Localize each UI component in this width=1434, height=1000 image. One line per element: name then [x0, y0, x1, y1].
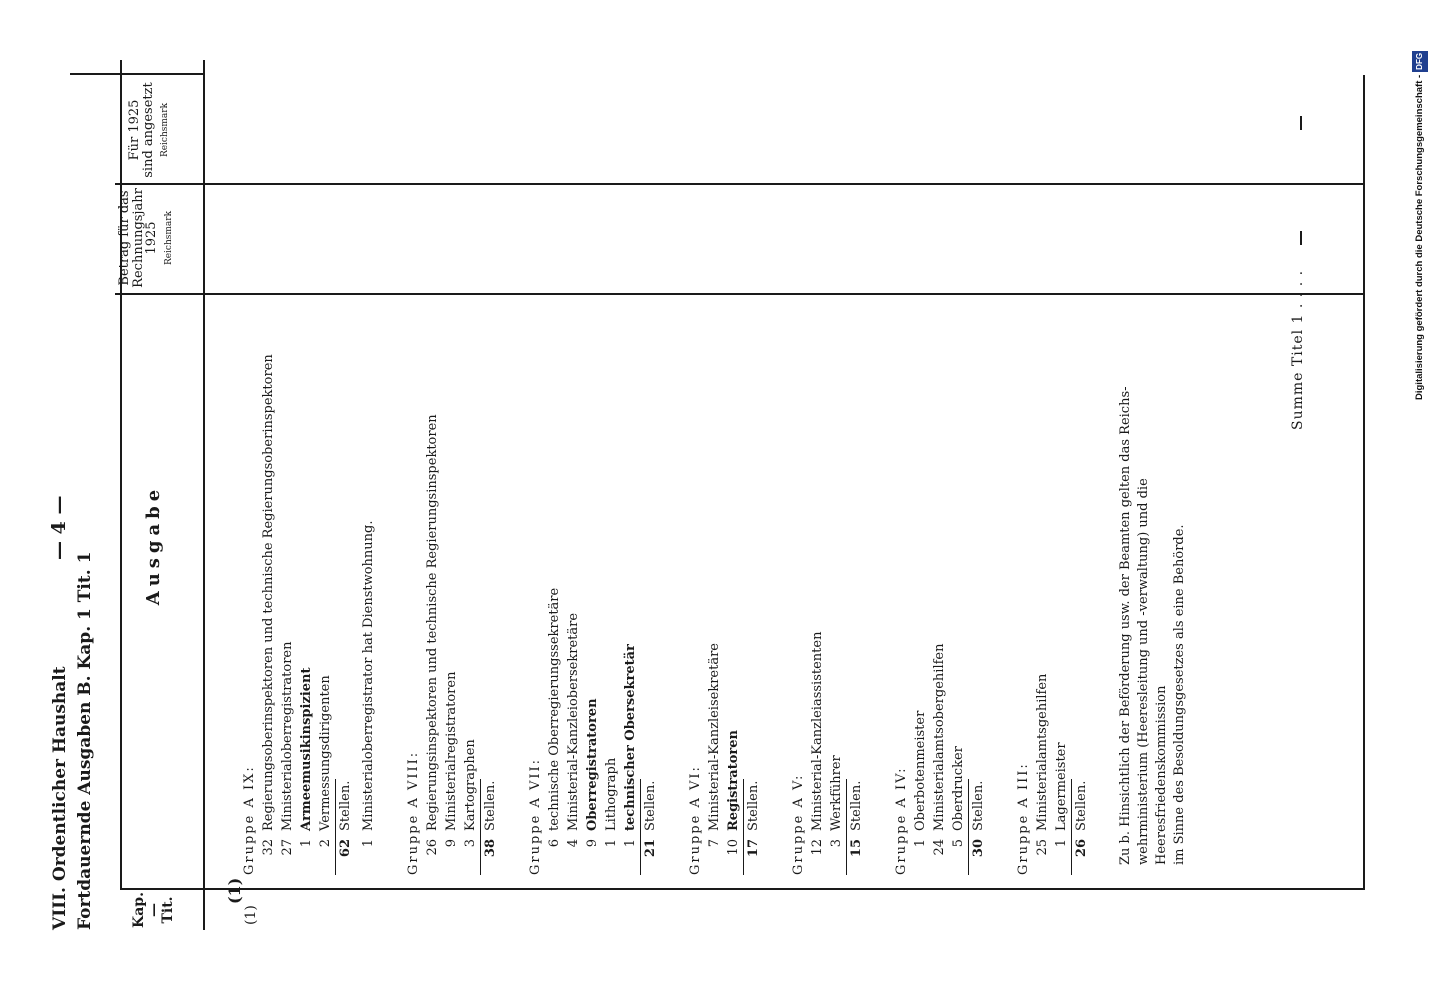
angesetzt-value-dash — [1300, 116, 1302, 130]
group-total-label: Stellen. — [338, 780, 353, 831]
group-entry-row — [442, 305, 461, 875]
group-title: Gruppe A V: — [791, 773, 806, 875]
entry-count: 1 — [623, 839, 638, 848]
group-block — [526, 305, 660, 875]
group-block — [1014, 305, 1091, 875]
entry-title: Ministerialamtsgehilfen — [1035, 673, 1050, 831]
group-entry-row — [259, 305, 278, 875]
entry-title: Kartographen — [463, 739, 478, 831]
column-header-angesetzt-unit: Reichsmark — [160, 102, 171, 158]
group-total-row — [640, 779, 660, 875]
column-header-kap-tit — [132, 890, 176, 930]
group-entry-row — [564, 305, 583, 875]
entry-title: Ministerialoberregistrator hat Dienstwohnung. — [361, 520, 376, 831]
entry-title: Oberbotenmeister — [913, 710, 928, 831]
entry-title: Ministerialamtsobergehilfen — [932, 643, 947, 831]
page-number: — 4 — — [48, 495, 70, 560]
group-entry-row — [827, 305, 846, 875]
column-divider-ausgabe — [115, 293, 1365, 295]
group-total-label: Stellen. — [746, 780, 761, 831]
column-divider-angesetzt — [70, 73, 205, 75]
group-total-count: 17 — [746, 839, 761, 858]
column-header-ausgabe: Ausgabe — [143, 484, 164, 606]
column-header-betrag-unit: Reichsmark — [163, 210, 174, 266]
dfg-logo: DFG — [1412, 51, 1428, 72]
group-total-row — [743, 779, 763, 875]
group-total-count: 26 — [1074, 839, 1089, 858]
column-header-betrag — [118, 188, 174, 288]
group-block — [686, 305, 763, 875]
entry-count: 6 — [547, 839, 562, 848]
group-entry-row — [1052, 305, 1071, 875]
column-header-betrag-line: 1925 — [144, 221, 160, 255]
entry-title: Ministerialoberregistratoren — [280, 641, 295, 831]
group-title: Gruppe A IV: — [894, 766, 909, 875]
group-entry-row — [423, 305, 442, 875]
entry-title: Lithograph — [604, 757, 619, 831]
group-total-label: Stellen. — [1074, 780, 1089, 831]
entry-count: 24 — [932, 839, 947, 856]
group-entry-row — [724, 305, 743, 875]
entry-title: Registratoren — [726, 730, 741, 831]
credit-text: Digitalisierung gefördert durch die Deutsche Forschungsgemeinschaft - — [1414, 74, 1425, 400]
group-entry-row — [1033, 305, 1052, 875]
group-entry-row — [461, 305, 480, 875]
note-paragraph — [1117, 305, 1189, 875]
group-block — [404, 305, 500, 875]
group-entry-row — [911, 305, 930, 875]
group-entry-row — [278, 305, 297, 875]
entry-count: 10 — [726, 839, 741, 856]
note-line: wehrministerium (Heeresleitung und -verwaltung) und die Heeresfriedenskommission — [1136, 478, 1169, 865]
ausgabe-entries — [240, 305, 1189, 875]
entry-count: 7 — [707, 839, 722, 848]
group-total-label: Stellen. — [483, 780, 498, 831]
group-block — [789, 305, 866, 875]
tit-number: (1) — [243, 905, 259, 925]
column-header-angesetzt — [128, 80, 171, 180]
entry-count: 1 — [1054, 839, 1069, 848]
entry-title: Ministerial-Kanzleisekretäre — [707, 643, 722, 831]
group-entry-row — [545, 305, 564, 875]
entry-title: Ministerial-Kanzleiassistenten — [810, 631, 825, 831]
group-entry-row — [602, 305, 621, 875]
column-divider-kap — [120, 888, 1365, 890]
column-header-betrag-line: Betrag für das — [117, 190, 132, 286]
group-entry-row — [359, 305, 378, 875]
entry-title: Lagermeister — [1054, 742, 1069, 831]
column-header-angesetzt-line: sind angesetzt — [140, 82, 156, 178]
group-total-label: Stellen. — [971, 780, 986, 831]
group-entry-row — [297, 305, 316, 875]
group-total-row — [480, 779, 500, 875]
group-title: Gruppe A VI: — [688, 765, 703, 875]
entry-count: 26 — [425, 839, 440, 856]
entry-count: 32 — [261, 839, 276, 856]
group-total-row — [968, 779, 988, 875]
table-bottom-rule — [1363, 75, 1365, 890]
group-total-count: 21 — [643, 839, 658, 858]
entry-count: 1 — [604, 839, 619, 848]
group-entry-row — [316, 305, 335, 875]
column-header-separator: — — [145, 903, 162, 917]
kap-number: (1) — [225, 877, 244, 904]
digitization-credit — [1412, 8, 1428, 400]
group-title: Gruppe A IX: — [242, 765, 257, 875]
entry-count: 9 — [444, 839, 459, 848]
column-header-tit: Tit. — [160, 896, 177, 924]
entry-title: Oberdrucker — [951, 746, 966, 831]
entry-title: technische Oberregierungssekretäre — [547, 587, 562, 831]
entry-count: 27 — [280, 839, 295, 856]
group-block — [892, 305, 988, 875]
group-total-row — [846, 779, 866, 875]
entry-count: 12 — [810, 839, 825, 856]
note-line: im Sinne des Besoldungsgesetzes als eine Behörde. — [1172, 524, 1187, 865]
note-line: Zu b. Hinsichtlich der Beförderung usw. der Beamten gelten das Reichs- — [1118, 386, 1133, 865]
entry-count: 25 — [1035, 839, 1050, 856]
table-header-rule — [203, 60, 205, 930]
entry-title: Regierungsinspektoren und technische Regierungsinspektoren — [425, 414, 440, 831]
group-total-row — [335, 779, 355, 875]
entry-title: Oberregistratoren — [585, 698, 600, 831]
group-entry-row — [583, 305, 602, 875]
group-total-count: 38 — [483, 839, 498, 858]
entry-title: Ministerial-Kanzleiobersekretäre — [566, 612, 581, 831]
column-header-angesetzt-line: Für 1925 — [127, 99, 142, 161]
group-title: Gruppe A VII: — [528, 758, 543, 875]
entry-count: 9 — [585, 839, 600, 848]
header-title: VIII. Ordentlicher Haushalt — [50, 666, 70, 930]
group-title: Gruppe A III: — [1016, 762, 1031, 875]
column-divider-betrag — [115, 183, 1365, 185]
entry-title: Ministerialregistratoren — [444, 671, 459, 831]
entry-count: 3 — [829, 839, 844, 848]
group-entry-row — [621, 305, 640, 875]
group-total-count: 30 — [971, 839, 986, 858]
entry-count: 1 — [913, 839, 928, 848]
group-total-label: Stellen. — [643, 780, 658, 831]
group-entry-row — [949, 305, 968, 875]
entry-title: Armeemusikinspizient — [299, 667, 314, 831]
entry-count: 1 — [299, 839, 314, 848]
entry-title: Regierungsoberinspektoren und technische Regierungsoberinspektoren — [261, 354, 276, 831]
group-total-label: Stellen. — [849, 780, 864, 831]
group-entry-row — [930, 305, 949, 875]
header-subtitle: Fortdauernde Ausgaben B. Kap. 1 Tit. 1 — [75, 551, 95, 930]
group-total-count: 62 — [338, 839, 353, 858]
entry-count: 3 — [463, 839, 478, 848]
group-total-row — [1071, 779, 1091, 875]
entry-title: technischer Obersekretär — [623, 644, 638, 831]
group-total-count: 15 — [849, 839, 864, 858]
group-title: Gruppe A VIII: — [406, 750, 421, 875]
group-list — [240, 305, 1091, 875]
entry-count: 2 — [318, 839, 333, 848]
entry-title: Werkführer — [829, 755, 844, 831]
credit-text-wrapper — [1412, 8, 1428, 400]
entry-count: 5 — [951, 839, 966, 848]
entry-count: 4 — [566, 839, 581, 848]
group-entry-row — [808, 305, 827, 875]
betrag-value-dash — [1300, 231, 1302, 245]
column-header-betrag-line: Rechnungsjahr — [130, 188, 146, 288]
group-entry-row — [705, 305, 724, 875]
column-header-kap: Kap. — [131, 892, 147, 928]
group-block — [240, 305, 378, 875]
entry-title: Vermessungsdirigenten — [318, 675, 333, 831]
summe-titel: Summe Titel 1 . . . . — [1290, 269, 1306, 430]
entry-count: 1 — [361, 839, 376, 848]
